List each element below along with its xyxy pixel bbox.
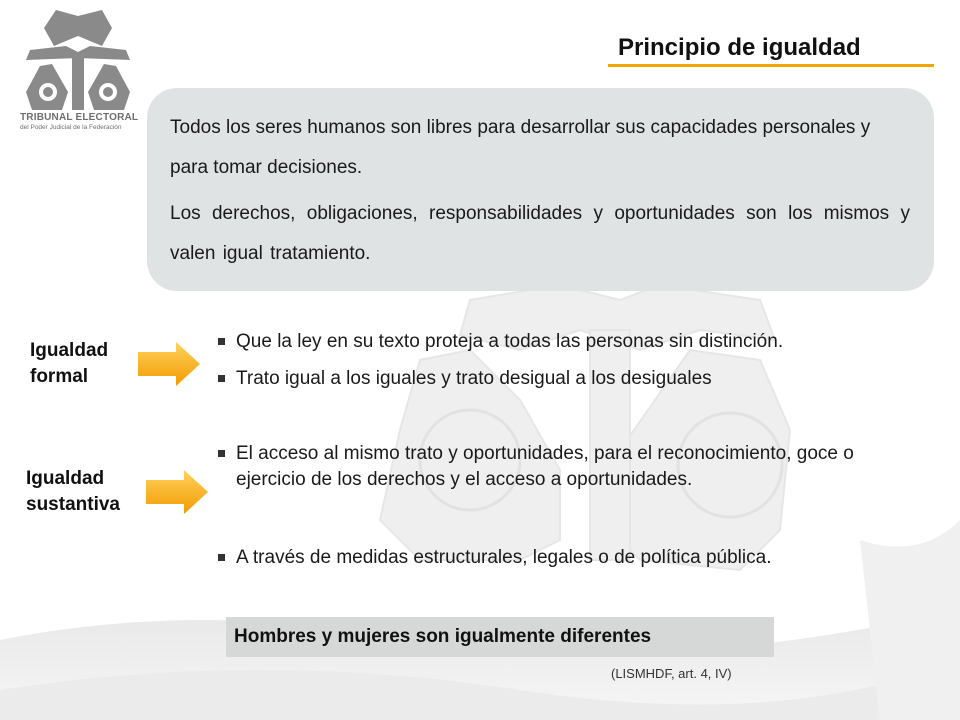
bullet-formal-1	[218, 329, 938, 355]
logo-caption-line2: del Poder Judicial de la Federación	[20, 124, 122, 131]
bullet-formal-2	[218, 366, 938, 392]
label-igualdad-sustantiva: Igualdad sustantiva	[26, 468, 120, 515]
bullet-square-icon	[218, 554, 225, 561]
intro-paragraph-2: Los derechos, obligaciones, responsabilidades y oportunidades son los mismos y valen igual tratamiento.	[170, 203, 910, 264]
bullet-text: El acceso al mismo trato y oportunidades, para el reconocimiento, goce o ejercicio de los derechos y el acceso a oportunidades.	[236, 443, 854, 490]
arrow-right-icon	[138, 342, 202, 386]
bullet-square-icon	[218, 338, 225, 345]
bullet-text: Que la ley en su texto proteja a todas las personas sin distinción.	[236, 331, 784, 352]
bullet-square-icon	[218, 450, 225, 457]
bullet-sustantiva-1	[218, 441, 918, 493]
title-underline	[608, 64, 934, 67]
intro-paragraph-1: Todos los seres humanos son libres para desarrollar sus capacidades personales y para tomar decisiones.	[170, 117, 871, 178]
bullet-text: A través de medidas estructurales, legales o de política pública.	[236, 547, 772, 568]
bullet-sustantiva-2	[218, 545, 938, 571]
logo-caption-line1: TRIBUNAL ELECTORAL	[20, 112, 139, 123]
page-title: Principio de igualdad	[618, 34, 861, 61]
bullet-text: Trato igual a los iguales y trato desigual a los desiguales	[236, 368, 712, 389]
legal-reference: (LISMHDF, art. 4, IV)	[611, 666, 732, 681]
conclusion-text: Hombres y mujeres son igualmente diferentes	[234, 626, 652, 647]
logo-caption	[20, 112, 150, 131]
bullet-square-icon	[218, 375, 225, 382]
label-igualdad-formal: Igualdad formal	[30, 340, 109, 387]
arrow-right-icon	[146, 470, 210, 514]
